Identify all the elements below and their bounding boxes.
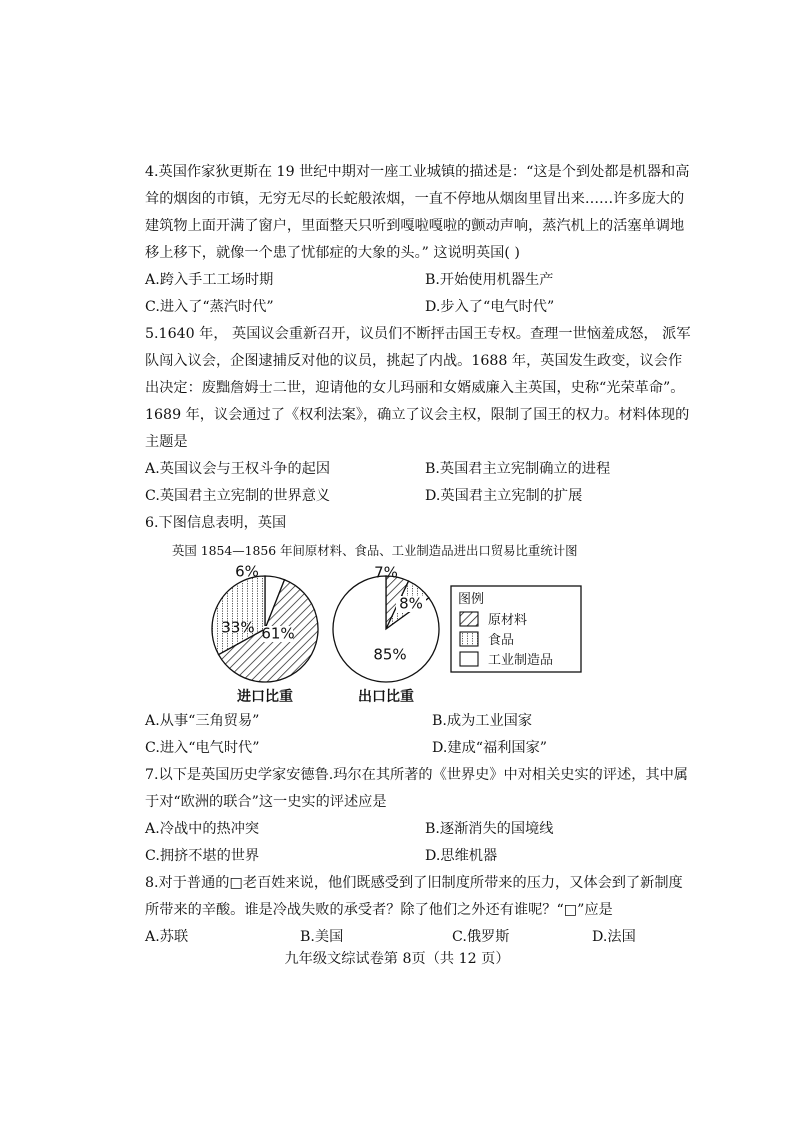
- q4-option-b: B.开始使用机器生产: [425, 272, 554, 288]
- q7-option-c: C.拥挤不堪的世界: [145, 848, 260, 864]
- q6-stem: 6.下图信息表明，英国: [145, 515, 287, 531]
- q4-option-a: A.跨入手工工场时期: [145, 272, 274, 288]
- q5-option-c: C.英国君主立宪制的世界意义: [145, 488, 331, 504]
- pie-charts: [0, 558, 794, 708]
- q5-option-b: B.英国君主立宪制确立的进程: [425, 461, 611, 477]
- q8-line-2: 所带来的辛酸。谁是冷战失败的承受者？除了他们之外还有谁呢？“□”应是: [145, 902, 613, 918]
- pie-0-label-0: 61%: [261, 624, 295, 643]
- legend-label-0: 原材料: [488, 613, 528, 628]
- q4-line-2: 耸的烟囱的市镇，无穷无尽的长蛇般浓烟，一直不停地从烟囱里冒出来……许多庞大的: [145, 191, 685, 207]
- legend-swatch-1: [460, 632, 478, 646]
- q8-option-a: A.苏联: [145, 929, 189, 945]
- legend-label-1: 食品: [488, 633, 515, 648]
- q6-option-d: D.建成“福利国家”: [432, 740, 548, 756]
- q7-option-a: A.冷战中的热冲突: [145, 821, 260, 837]
- pie-1-name: 出口比重: [358, 689, 414, 705]
- q5-line-5: 主题是: [145, 434, 188, 450]
- q5-line-3: 出决定：废黜詹姆士二世，迎请他的女儿玛丽和女婿威廉入主英国，史称“光荣革命”。: [145, 380, 685, 396]
- chart-legend: [451, 586, 581, 672]
- legend-title: 图例: [458, 592, 485, 607]
- q5-option-d: D.英国君主立宪制的扩展: [425, 488, 583, 504]
- q4-line-3: 建筑物上面开满了窗户，里面整天只听到嘎啦嘎啦的颤动声响，蒸汽机上的活塞单调地: [145, 218, 685, 234]
- legend-swatch-2: [460, 652, 478, 666]
- pie-0-name: 进口比重: [237, 689, 293, 705]
- q8-option-c: C.俄罗斯: [452, 929, 510, 945]
- q8-option-b: B.美国: [300, 929, 344, 945]
- chart-title: 英国 1854—1856 年间原材料、食品、工业制造品进出口贸易比重统计图: [172, 543, 578, 558]
- q6-option-b: B.成为工业国家: [432, 713, 533, 729]
- q5-line-1: 5.1640 年， 英国议会重新召开，议员们不断抨击国王专权。查理一世恼羞成怒， 派军: [145, 326, 691, 342]
- q6-option-c: C.进入“电气时代”: [145, 740, 260, 756]
- pie-0-label-2: 6%: [235, 562, 259, 581]
- pie-0-label-1: 33%: [221, 618, 255, 637]
- q8-line-1: 8.对于普通的□老百姓来说，他们既感受到了旧制度所带来的压力，又体会到了新制度: [145, 875, 683, 891]
- q4-option-d: D.步入了“电气时代”: [425, 299, 555, 315]
- q7-line-1: 7.以下是英国历史学家安德鲁.玛尔在其所著的《世界史》中对相关史实的评述，其中属: [145, 767, 688, 783]
- q4-line-1: 4.英国作家狄更斯在 19 世纪中期对一座工业城镇的描述是：“这是个到处都是机器和高: [145, 164, 690, 180]
- q8-option-d: D.法国: [592, 929, 636, 945]
- q6-option-a: A.从事“三角贸易”: [145, 713, 260, 729]
- legend-swatch-0: [460, 612, 478, 626]
- q4-line-4: 移上移下，就像一个患了忧郁症的大象的头。” 这说明英国( ): [145, 245, 520, 261]
- q5-line-4: 1689 年，议会通过了《权利法案》，确立了议会主权，限制了国王的权力。材料体现的: [145, 407, 690, 423]
- pie-1-label-1: 8%: [399, 594, 423, 613]
- page-footer: 九年级文综试卷第 8页（共 12 页）: [284, 951, 510, 967]
- q4-option-c: C.进入了“蒸汽时代”: [145, 299, 274, 315]
- pie-1-label-2: 85%: [373, 645, 407, 664]
- q7-option-d: D.思维机器: [425, 848, 498, 864]
- q5-line-2: 队闯入议会，企图逮捕反对他的议员，挑起了内战。1688 年，英国发生政变，议会作: [145, 353, 683, 369]
- legend-label-2: 工业制造品: [488, 653, 554, 668]
- q7-option-b: B.逐渐消失的国境线: [425, 821, 554, 837]
- q7-line-2: 于对“欧洲的联合”这一史实的评述应是: [145, 794, 387, 810]
- pie-1-label-0: 7%: [374, 563, 398, 582]
- q5-option-a: A.英国议会与王权斗争的起因: [145, 461, 331, 477]
